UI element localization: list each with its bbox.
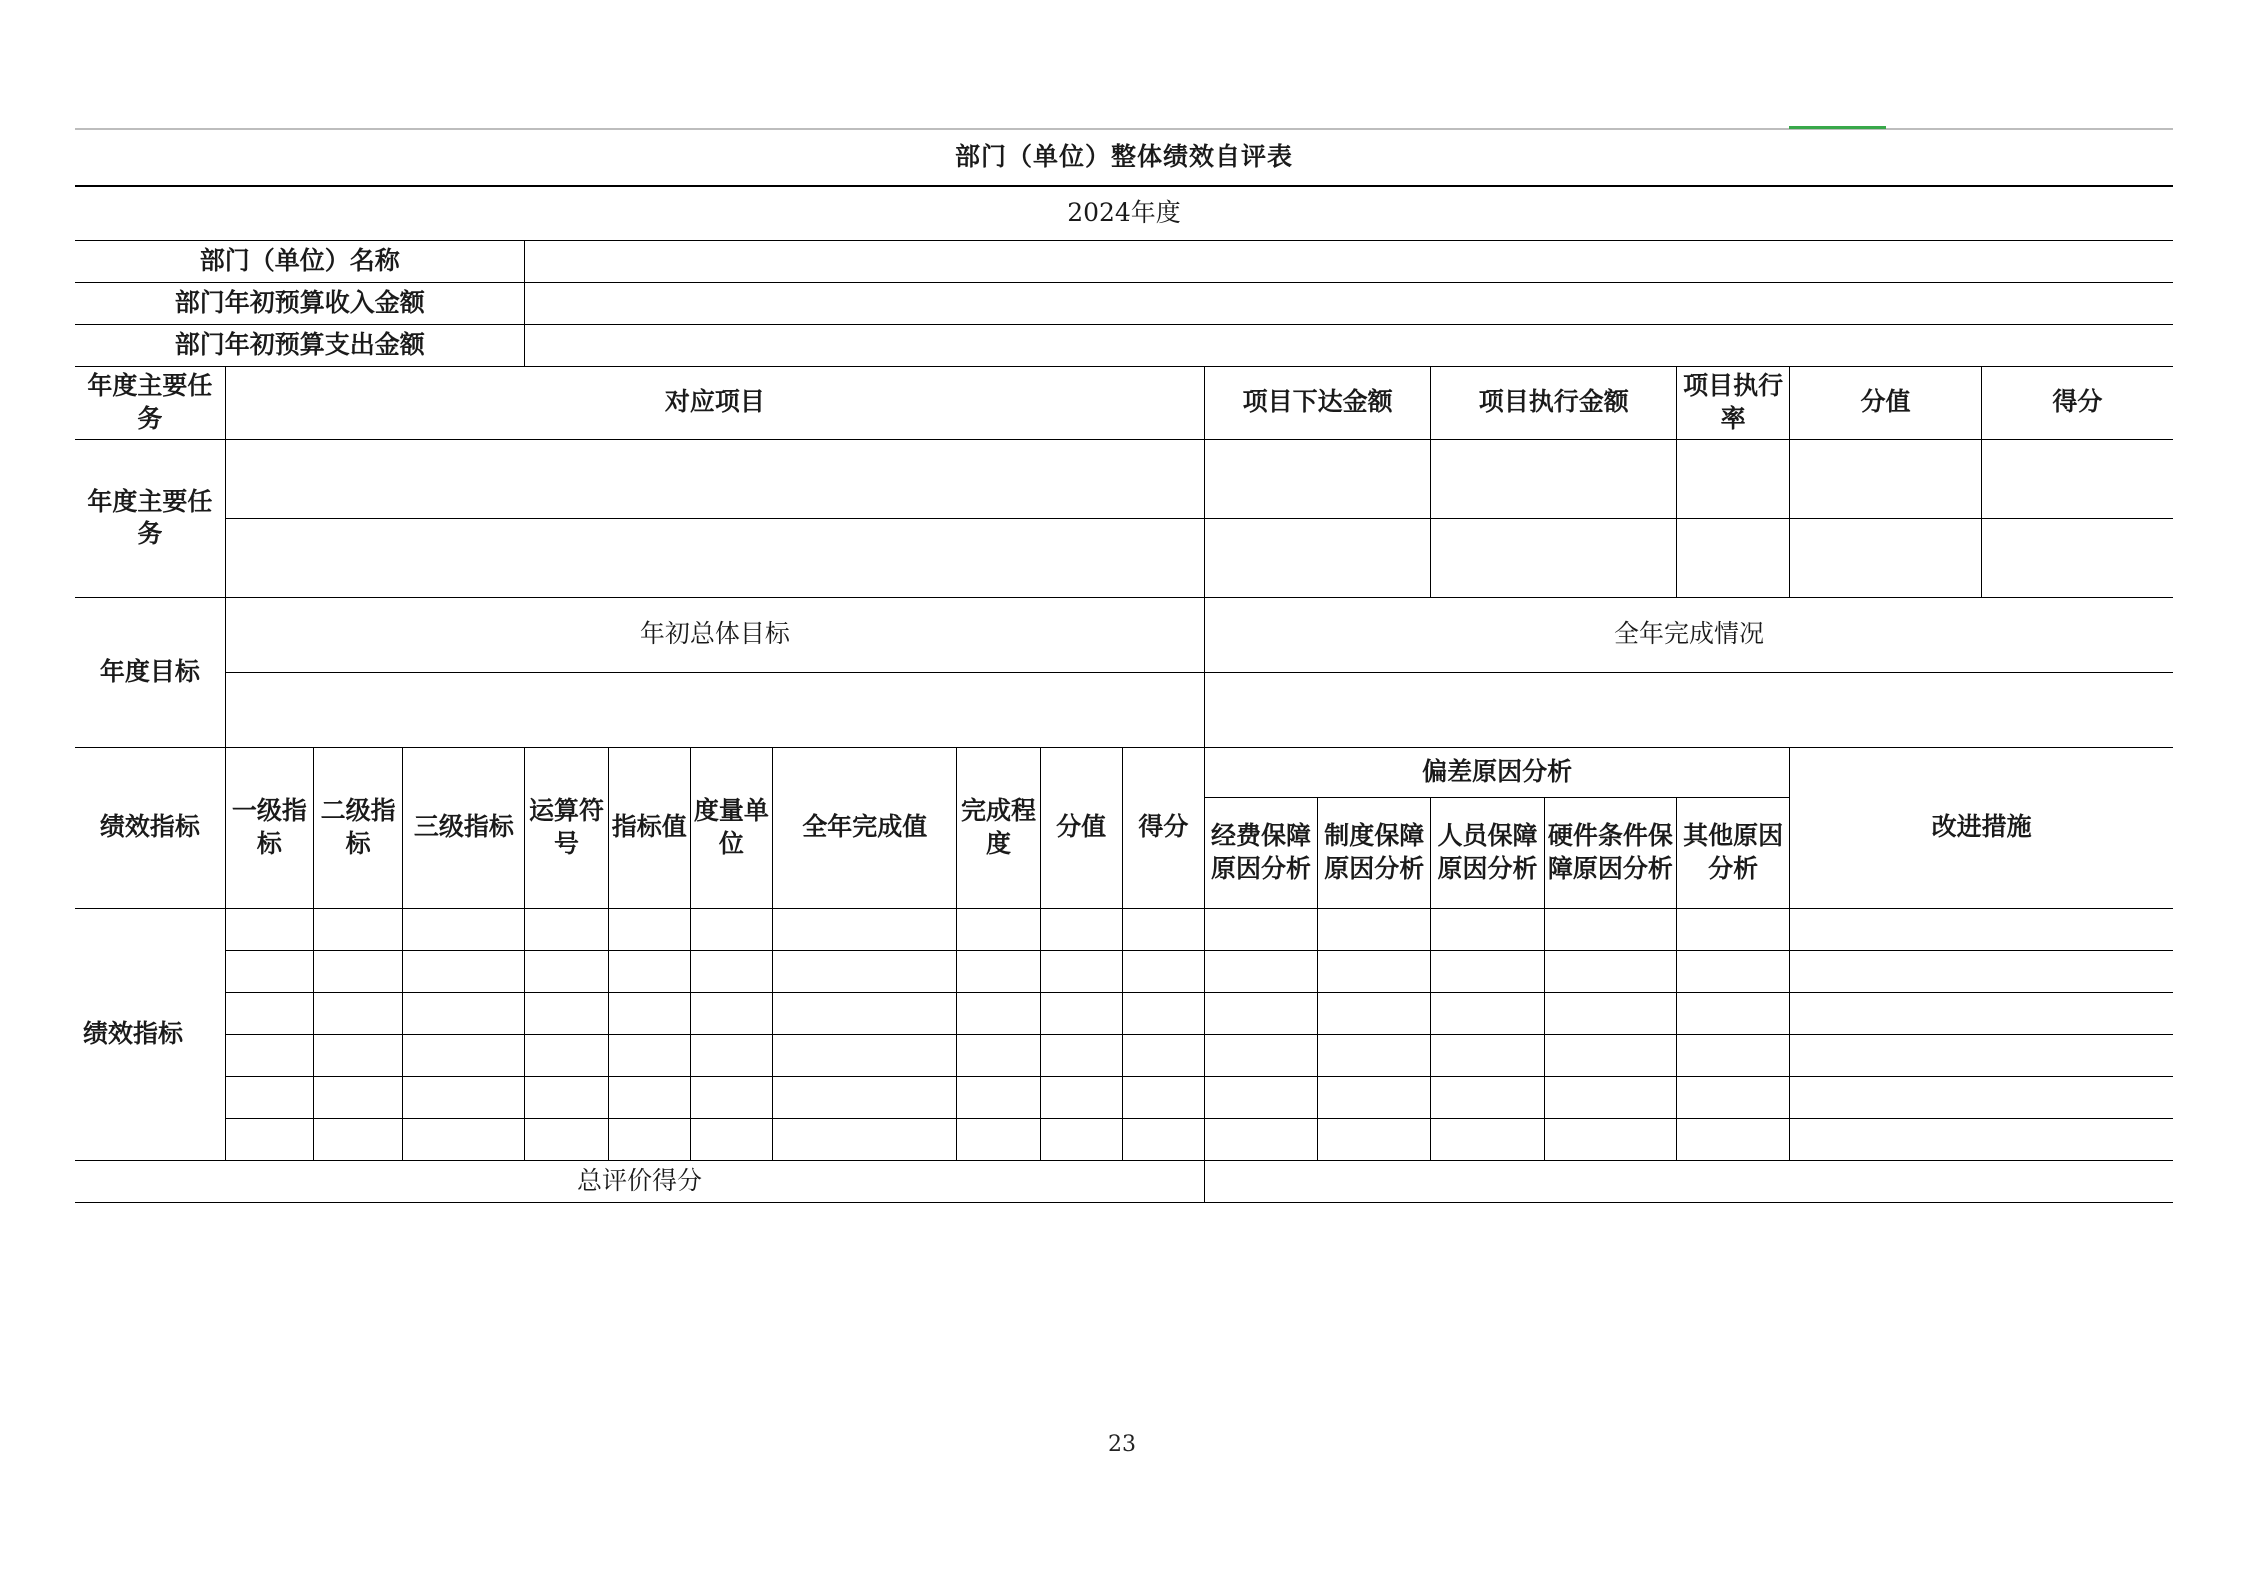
indicator-cell[interactable]: [314, 1118, 403, 1160]
improvement-cell[interactable]: [1790, 950, 2173, 992]
indicator-cell[interactable]: [525, 950, 608, 992]
indicator-cell[interactable]: [957, 992, 1040, 1034]
indicator-cell[interactable]: [314, 908, 403, 950]
indicator-cell[interactable]: [225, 908, 313, 950]
dev-funding-header: 经费保障原因分析: [1204, 797, 1317, 908]
allocated-amount-header: 项目下达金额: [1204, 366, 1431, 439]
improvement-cell[interactable]: [1790, 1118, 2173, 1160]
self-evaluation-form: [75, 130, 2173, 1203]
indicator-cell[interactable]: [1318, 908, 1431, 950]
score-header: 得分: [1981, 366, 2173, 439]
indicator-cell[interactable]: [690, 950, 772, 992]
improvement-cell[interactable]: [1790, 908, 2173, 950]
indicator-cell[interactable]: [773, 908, 957, 950]
indicator-cell[interactable]: [1431, 950, 1544, 992]
indicator-cell[interactable]: [1318, 950, 1431, 992]
indicator-cell[interactable]: [314, 1034, 403, 1076]
indicator-cell[interactable]: [403, 1076, 525, 1118]
indicator-cell[interactable]: [1431, 1076, 1544, 1118]
improvement-cell[interactable]: [1790, 992, 2173, 1034]
indicator-cell[interactable]: [1544, 992, 1676, 1034]
dev-hardware-header: 硬件条件保障原因分析: [1544, 797, 1676, 908]
indicator-cell[interactable]: [1040, 908, 1122, 950]
indicator-cell[interactable]: [1318, 1118, 1431, 1160]
rate-cell[interactable]: [1676, 439, 1789, 518]
indicator-cell[interactable]: [690, 908, 772, 950]
indicator-cell[interactable]: [225, 1034, 313, 1076]
indicator-cell[interactable]: [690, 992, 772, 1034]
operator-header: 运算符号: [525, 747, 608, 908]
indicator-cell[interactable]: [608, 908, 690, 950]
indicator-cell[interactable]: [1040, 992, 1122, 1034]
allocated-cell[interactable]: [1204, 439, 1431, 518]
total-score-field[interactable]: [1204, 1160, 2173, 1202]
green-marker: [1789, 126, 1886, 129]
indicator-cell[interactable]: [608, 1076, 690, 1118]
budget-income-label: 部门年初预算收入金额: [75, 282, 525, 324]
indicator-cell[interactable]: [314, 992, 403, 1034]
indicator-cell[interactable]: [403, 950, 525, 992]
indicator-cell[interactable]: [1431, 992, 1544, 1034]
level3-header: 三级指标: [403, 747, 525, 908]
dept-name-label: 部门（单位）名称: [75, 240, 525, 282]
indicator-cell[interactable]: [1676, 1076, 1789, 1118]
allocated-cell[interactable]: [1204, 518, 1431, 597]
indicator-cell[interactable]: [1676, 1118, 1789, 1160]
indicator-cell[interactable]: [525, 908, 608, 950]
indicator-cell[interactable]: [690, 1076, 772, 1118]
project-cell[interactable]: [225, 439, 1204, 518]
indicator-cell[interactable]: [1544, 908, 1676, 950]
indicator-cell[interactable]: [1544, 1034, 1676, 1076]
indicator-cell[interactable]: [773, 992, 957, 1034]
level2-header: 二级指标: [314, 747, 403, 908]
indicator-cell[interactable]: [314, 1076, 403, 1118]
indicator-cell[interactable]: [773, 1076, 957, 1118]
indicator-cell[interactable]: [525, 1118, 608, 1160]
indicator-cell[interactable]: [403, 1034, 525, 1076]
indicator-cell[interactable]: [1040, 1118, 1122, 1160]
annual-goal-label: 年度目标: [75, 597, 225, 747]
task-row-label: 年度主要任务: [75, 439, 225, 597]
initial-goal-cell[interactable]: [225, 672, 1204, 747]
indicator-cell[interactable]: [608, 1118, 690, 1160]
initial-goal-header: 年初总体目标: [225, 597, 1204, 672]
indicator-cell[interactable]: [1040, 1034, 1122, 1076]
indicator-cell[interactable]: [1122, 1118, 1204, 1160]
indicator-cell[interactable]: [525, 1076, 608, 1118]
indicator-cell[interactable]: [957, 1034, 1040, 1076]
indicator-cell[interactable]: [773, 1034, 957, 1076]
project-header: 对应项目: [225, 366, 1204, 439]
indicator-cell[interactable]: [957, 1076, 1040, 1118]
score-value-cell[interactable]: [1790, 518, 1981, 597]
indicator-cell[interactable]: [1318, 1076, 1431, 1118]
indicator-cell[interactable]: [1204, 1076, 1317, 1118]
executed-cell[interactable]: [1431, 439, 1677, 518]
dev-system-header: 制度保障原因分析: [1318, 797, 1431, 908]
indicator-cell[interactable]: [1122, 950, 1204, 992]
indicator-cell[interactable]: [403, 1118, 525, 1160]
indicator-cell[interactable]: [1431, 1034, 1544, 1076]
annual-value-header: 全年完成值: [773, 747, 957, 908]
indicator-cell[interactable]: [957, 950, 1040, 992]
indicator-cell[interactable]: [403, 908, 525, 950]
indicator-cell[interactable]: [1676, 908, 1789, 950]
completion-cell[interactable]: [1204, 672, 2173, 747]
improvement-cell[interactable]: [1790, 1076, 2173, 1118]
target-value-header: 指标值: [608, 747, 690, 908]
dept-name-field[interactable]: [525, 240, 2173, 282]
indicator-body-label: 绩效指标: [75, 908, 225, 1160]
budget-expense-field[interactable]: [525, 324, 2173, 366]
indicator-cell[interactable]: [225, 992, 313, 1034]
indicator-cell[interactable]: [1676, 1034, 1789, 1076]
deviation-analysis-header: 偏差原因分析: [1204, 747, 1789, 797]
indicator-header-label: 绩效指标: [75, 747, 225, 908]
indicator-cell[interactable]: [525, 1034, 608, 1076]
executed-amount-header: 项目执行金额: [1431, 366, 1677, 439]
indicator-cell[interactable]: [1204, 1118, 1317, 1160]
indicator-cell[interactable]: [1122, 908, 1204, 950]
indicator-cell[interactable]: [1204, 950, 1317, 992]
indicator-cell[interactable]: [957, 908, 1040, 950]
indicator-cell[interactable]: [608, 992, 690, 1034]
improvement-cell[interactable]: [1790, 1034, 2173, 1076]
indicator-cell[interactable]: [608, 1034, 690, 1076]
indicator-cell[interactable]: [1204, 992, 1317, 1034]
indicator-cell[interactable]: [1122, 992, 1204, 1034]
indicator-cell[interactable]: [1676, 950, 1789, 992]
indicator-cell[interactable]: [1431, 908, 1544, 950]
indicator-cell[interactable]: [1676, 992, 1789, 1034]
indicator-cell[interactable]: [1431, 1118, 1544, 1160]
indicator-cell[interactable]: [1122, 1076, 1204, 1118]
executed-cell[interactable]: [1431, 518, 1677, 597]
score-cell[interactable]: [1981, 439, 2173, 518]
indicator-score-value-header: 分值: [1040, 747, 1122, 908]
rate-cell[interactable]: [1676, 518, 1789, 597]
indicator-cell[interactable]: [1544, 950, 1676, 992]
indicator-cell[interactable]: [1544, 1118, 1676, 1160]
indicator-cell[interactable]: [957, 1118, 1040, 1160]
indicator-cell[interactable]: [773, 950, 957, 992]
task-header-label: 年度主要任务: [75, 366, 225, 439]
indicator-cell[interactable]: [525, 992, 608, 1034]
budget-expense-label: 部门年初预算支出金额: [75, 324, 525, 366]
indicator-cell[interactable]: [1544, 1076, 1676, 1118]
indicator-cell[interactable]: [773, 1118, 957, 1160]
level1-header: 一级指标: [225, 747, 313, 908]
dev-personnel-header: 人员保障原因分析: [1431, 797, 1544, 908]
form-year: 2024年度: [75, 186, 2173, 240]
execution-rate-header: 项目执行率: [1676, 366, 1789, 439]
indicator-cell[interactable]: [1318, 1034, 1431, 1076]
dev-other-header: 其他原因分析: [1676, 797, 1789, 908]
indicator-cell[interactable]: [690, 1118, 772, 1160]
indicator-cell[interactable]: [608, 950, 690, 992]
indicator-cell[interactable]: [690, 1034, 772, 1076]
indicator-cell[interactable]: [225, 1076, 313, 1118]
budget-income-field[interactable]: [525, 282, 2173, 324]
indicator-cell[interactable]: [225, 1118, 313, 1160]
project-cell[interactable]: [225, 518, 1204, 597]
unit-header: 度量单位: [690, 747, 772, 908]
form-title: 部门（单位）整体绩效自评表: [75, 130, 2173, 186]
page-number: 23: [1108, 1432, 1136, 1457]
score-cell[interactable]: [1981, 518, 2173, 597]
completion-header: 全年完成情况: [1204, 597, 2173, 672]
completion-degree-header: 完成程度: [957, 747, 1040, 908]
score-value-header: 分值: [1790, 366, 1981, 439]
indicator-cell[interactable]: [1040, 1076, 1122, 1118]
indicator-cell[interactable]: [314, 950, 403, 992]
score-value-cell[interactable]: [1790, 439, 1981, 518]
indicator-cell[interactable]: [403, 992, 525, 1034]
indicator-cell[interactable]: [1204, 908, 1317, 950]
indicator-cell[interactable]: [225, 950, 313, 992]
indicator-cell[interactable]: [1122, 1034, 1204, 1076]
indicator-cell[interactable]: [1204, 1034, 1317, 1076]
indicator-score-header: 得分: [1122, 747, 1204, 908]
indicator-cell[interactable]: [1318, 992, 1431, 1034]
improvement-header: 改进措施: [1790, 747, 2173, 908]
total-score-label: 总评价得分: [75, 1160, 1204, 1202]
indicator-cell[interactable]: [1040, 950, 1122, 992]
